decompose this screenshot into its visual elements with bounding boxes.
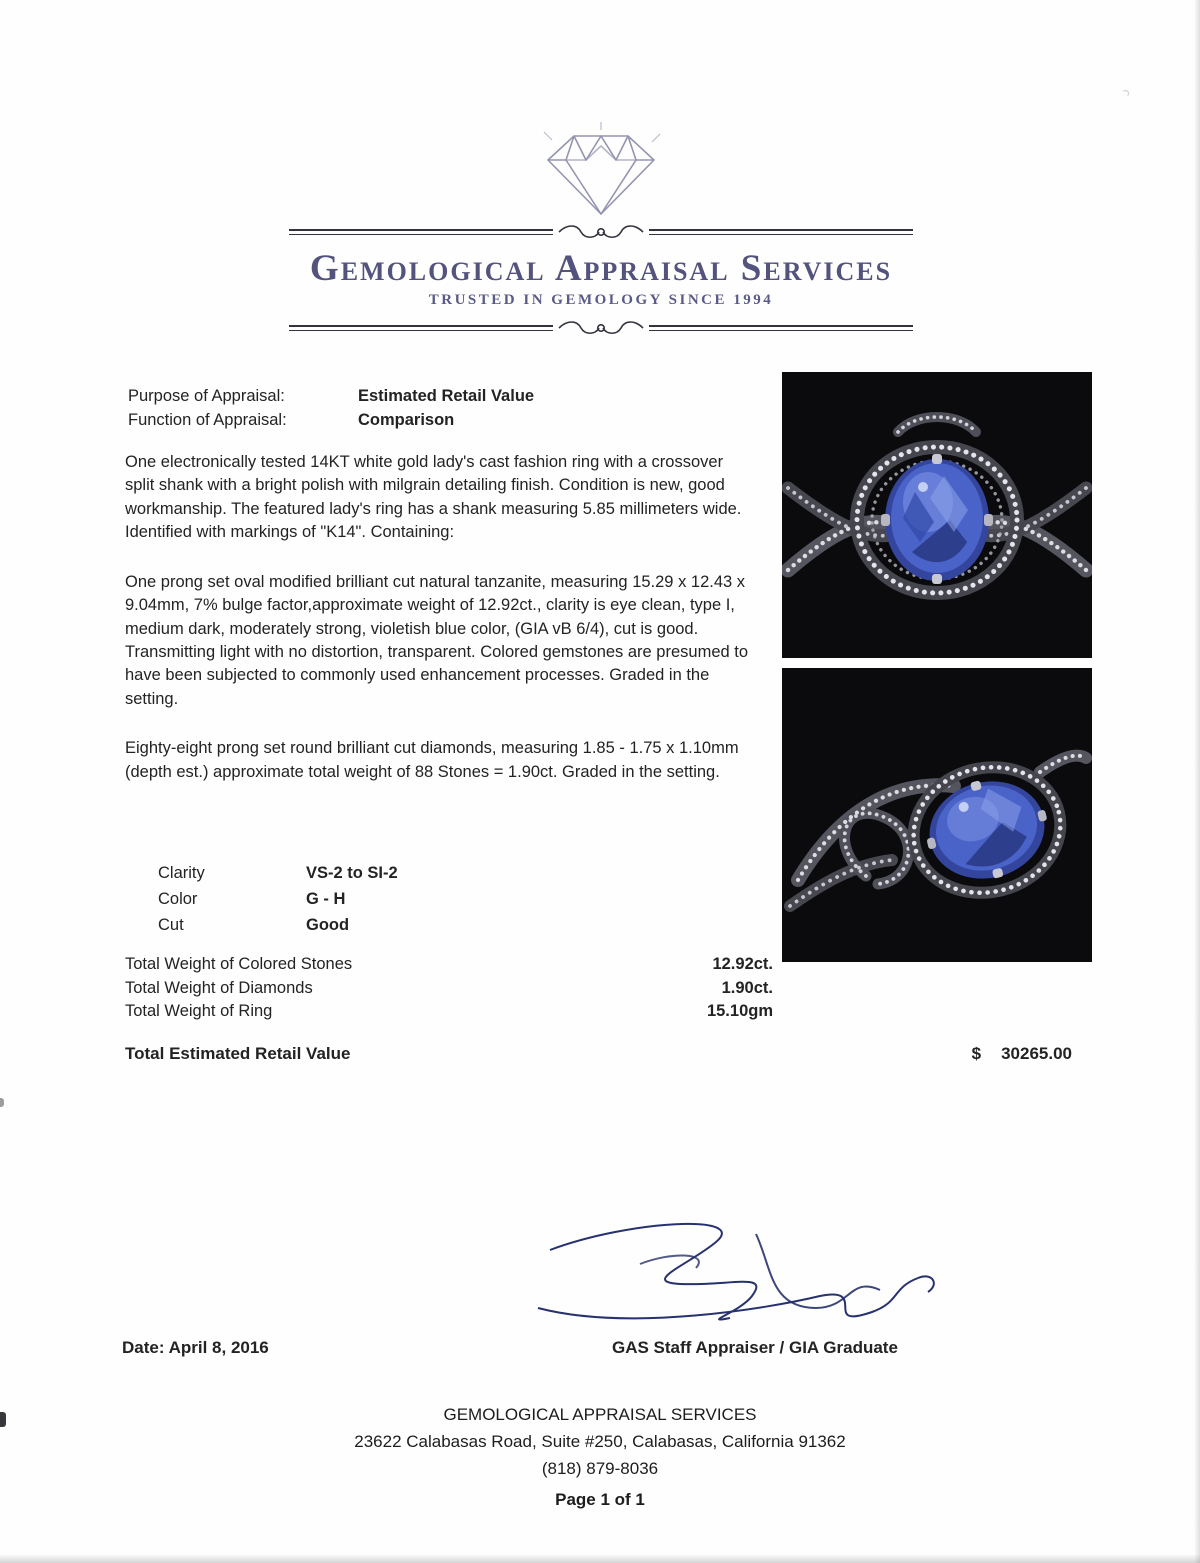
appraiser-title: GAS Staff Appraiser / GIA Graduate — [612, 1338, 898, 1357]
retail-label: Total Estimated Retail Value — [125, 1044, 351, 1063]
function-row — [128, 408, 534, 432]
footer-phone: (818) 879-8036 — [541, 1459, 659, 1478]
total-label: Total Weight of Diamonds — [125, 978, 313, 997]
grade-label: Color — [158, 890, 198, 908]
diamond-logo — [289, 118, 913, 222]
divider-line — [289, 229, 553, 235]
total-estimated-retail-value — [125, 1044, 1072, 1064]
paragraph-tanzanite-description: One prong set oval modified brilliant cut natural tanzanite, measuring 15.29 x 12.43 x 9.04mm, 7% bulge factor,approximate weight of 12.92ct., clarity is eye clean, type I, medium dark, moderately strong, violetish blue color, (GIA vB 6/4), cut is good. Transmitting light with no distortion, transparent. Colored gemstones are presumed to have been subjected to commonly used enhancement processes. Graded in the setting. — [125, 572, 749, 708]
scan-edge — [1194, 0, 1200, 1563]
function-value: Comparison — [358, 411, 455, 429]
ring-photo-front — [782, 372, 1092, 658]
scan-edge — [0, 1554, 1200, 1563]
divider-line — [649, 325, 913, 331]
total-value: 12.92ct. — [712, 955, 773, 973]
footer-address: 23622 Calabasas Road, Suite #250, Calabasas, California 91362 — [354, 1432, 846, 1451]
grade-value: G - H — [306, 890, 346, 908]
scan-artifact — [0, 1412, 6, 1427]
org-tagline: TRUSTED IN GEMOLOGY SINCE 1994 — [428, 292, 774, 308]
paragraph-ring-description: One electronically tested 14KT white gold lady's cast fashion ring with a crossover split shank with a bright polish with milgrain detailing finish. Condition is new, good workmanship. The featured lady's ring has a shank measuring 5.85 millimeters wide. Identified with markings of "K14". Containing: — [125, 453, 742, 542]
footer-org-name: GEMOLOGICAL APPRAISAL SERVICES — [443, 1405, 757, 1424]
ring-photo-angled — [782, 668, 1092, 962]
table-row — [158, 886, 398, 912]
table-row — [125, 1000, 773, 1024]
page-number: Page 1 of 1 — [555, 1490, 645, 1509]
appraisal-meta — [128, 384, 534, 432]
paragraph-diamonds-description: Eighty-eight prong set round brilliant cut diamonds, measuring 1.85 - 1.75 x 1.10mm (depth est.) approximate total weight of 88 Stones = 1.90ct. Graded in the setting. — [125, 739, 739, 781]
retail-amount — [972, 1044, 1072, 1064]
grade-label: Clarity — [158, 864, 205, 882]
divider-line — [649, 229, 913, 235]
weight-totals — [125, 953, 773, 1024]
purpose-row — [128, 384, 534, 408]
table-row — [125, 953, 773, 977]
grade-value: VS-2 to SI-2 — [306, 864, 398, 882]
total-value: 15.10gm — [706, 1002, 773, 1020]
divider-top — [289, 222, 913, 242]
purpose-label: Purpose of Appraisal: — [128, 387, 285, 405]
grade-value: Good — [306, 916, 350, 934]
scan-artifact — [1122, 90, 1129, 97]
total-label: Total Weight of Ring — [125, 1002, 273, 1020]
function-label: Function of Appraisal: — [128, 411, 287, 429]
total-value: 1.90ct. — [721, 978, 773, 997]
divider-line — [289, 325, 553, 331]
retail-number: 30265.00 — [1001, 1044, 1072, 1063]
divider-bottom — [289, 318, 913, 338]
diamond-grades-table — [158, 860, 398, 938]
table-row — [125, 977, 773, 1001]
appraiser-signature — [520, 1212, 950, 1337]
purpose-value: Estimated Retail Value — [358, 387, 535, 405]
grade-label: Cut — [158, 916, 184, 934]
scroll-ornament-icon — [553, 318, 649, 338]
org-title: Gemological Appraisal Services — [309, 248, 893, 289]
scroll-ornament-icon — [553, 222, 649, 242]
table-row — [158, 912, 398, 938]
letterhead — [289, 118, 913, 338]
table-row — [158, 860, 398, 886]
description-paragraphs — [125, 451, 755, 810]
appraisal-date: Date: April 8, 2016 — [122, 1338, 269, 1357]
scan-artifact — [0, 1098, 4, 1107]
footer — [0, 1401, 1200, 1513]
currency-symbol: $ — [971, 1044, 982, 1063]
total-label: Total Weight of Colored Stones — [125, 955, 353, 973]
